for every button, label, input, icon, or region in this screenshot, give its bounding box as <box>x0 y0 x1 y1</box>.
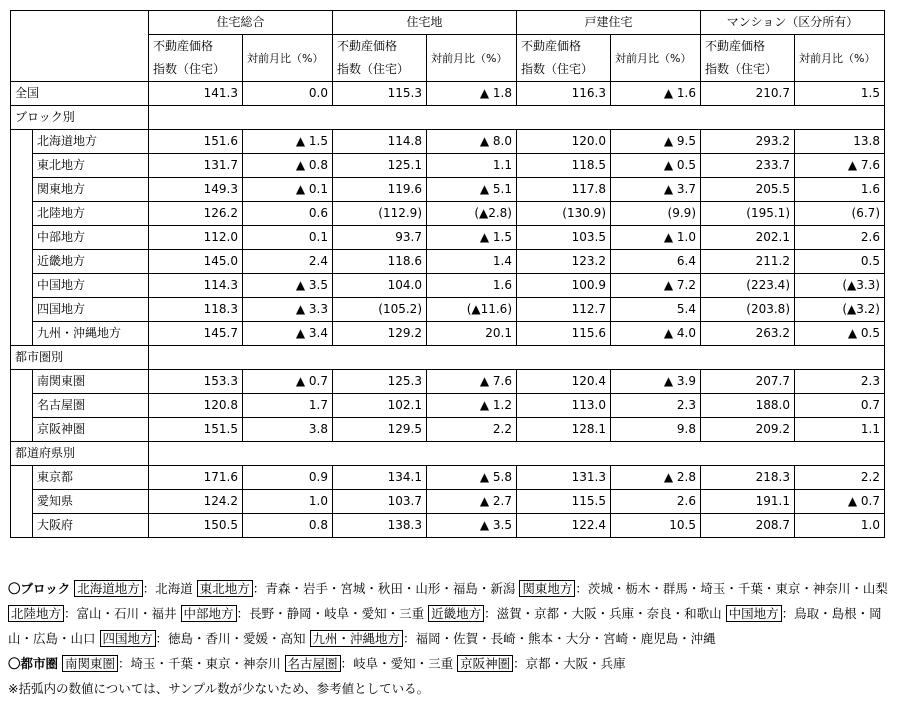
indent-cell <box>11 154 33 178</box>
value-cell: ▲ 0.1 <box>243 178 333 202</box>
section-header-row <box>11 346 885 370</box>
value-cell: 2.6 <box>795 226 885 250</box>
region-box: 東北地方 <box>197 580 253 597</box>
row-label: 南関東圏 <box>33 370 149 394</box>
value-cell: 122.4 <box>517 514 611 538</box>
header-corner <box>11 11 149 82</box>
table-body <box>11 82 885 538</box>
value-cell: 93.7 <box>333 226 427 250</box>
col-change-header: 対前月比（%） <box>427 35 517 82</box>
value-cell: 116.3 <box>517 82 611 106</box>
value-cell: ▲ 0.7 <box>243 370 333 394</box>
indent-cell <box>11 178 33 202</box>
notes-section <box>8 576 892 701</box>
value-cell: 102.1 <box>333 394 427 418</box>
national-row <box>11 82 885 106</box>
section-header-row <box>11 106 885 130</box>
row-label: 名古屋圏 <box>33 394 149 418</box>
value-cell: 123.2 <box>517 250 611 274</box>
region-members: 茨城・栃木・群馬・埼玉・千葉・東京・神奈川・山梨 <box>587 581 888 596</box>
value-cell: 263.2 <box>701 322 795 346</box>
table-row <box>11 178 885 202</box>
value-cell: 129.5 <box>333 418 427 442</box>
value-cell: ▲ 3.5 <box>427 514 517 538</box>
indent-cell <box>11 418 33 442</box>
region-members: 滋賀・京都・大阪・兵庫・奈良・和歌山 <box>496 606 722 621</box>
group-condominium: マンション（区分所有） <box>701 11 885 35</box>
value-cell: ▲ 3.4 <box>243 322 333 346</box>
value-cell: 9.8 <box>611 418 701 442</box>
indent-cell <box>11 202 33 226</box>
table-row <box>11 490 885 514</box>
value-cell: 0.5 <box>795 250 885 274</box>
value-cell: 120.8 <box>149 394 243 418</box>
col-change-header: 対前月比（%） <box>243 35 333 82</box>
value-cell: 117.8 <box>517 178 611 202</box>
row-label: 東京都 <box>33 466 149 490</box>
region-box: 九州・沖縄地方 <box>310 630 404 647</box>
value-cell: 114.8 <box>333 130 427 154</box>
value-cell: 5.4 <box>611 298 701 322</box>
value-cell: 151.6 <box>149 130 243 154</box>
value-cell: ▲ 3.5 <box>243 274 333 298</box>
table-row <box>11 274 885 298</box>
notes-block-line-1: 〇ブロック 北海道地方 ：北海道 東北地方 ：青森・岩手・宮城・秋田・山形・福島・新潟 関東地方 ：茨城・栃木・群馬・埼玉・千葉・東京・神奈川・山梨 北陸地方 ：富山・石川・福井 中部地方 ：長野・静岡・岐阜・愛知・三重 近畿地方 ：滋賀・京都・大阪・兵庫・奈良・和歌山 中国地方 ：鳥取・島根・岡山・広島・山口 四国地方 ：徳島・香川・愛媛・高知 九州・沖縄地方 ：福岡・佐賀・長崎・熊本・大分・宮崎・鹿児島・沖縄 <box>8 581 888 646</box>
col-change-header: 対前月比（%） <box>795 35 885 82</box>
value-cell: ▲ 3.7 <box>611 178 701 202</box>
value-cell: 0.6 <box>243 202 333 226</box>
value-cell: 191.1 <box>701 490 795 514</box>
region-members: 福岡・佐賀・長崎・熊本・大分・宮崎・鹿児島・沖縄 <box>415 631 716 646</box>
value-cell: ▲ 2.8 <box>611 466 701 490</box>
value-cell: 1.0 <box>795 514 885 538</box>
row-label: 愛知県 <box>33 490 149 514</box>
indent-cell <box>11 130 33 154</box>
table-row <box>11 130 885 154</box>
value-cell: 118.5 <box>517 154 611 178</box>
value-cell: 293.2 <box>701 130 795 154</box>
value-cell: 145.0 <box>149 250 243 274</box>
indent-cell <box>11 274 33 298</box>
metro-box: 南関東圏 <box>62 655 118 672</box>
indent-cell <box>11 298 33 322</box>
section-title: ブロック別 <box>11 106 149 130</box>
value-cell: ▲ 5.8 <box>427 466 517 490</box>
table-row <box>11 250 885 274</box>
value-cell: ▲ 1.8 <box>427 82 517 106</box>
group-residential-land: 住宅地 <box>333 11 517 35</box>
value-cell: 118.6 <box>333 250 427 274</box>
value-cell: (112.9) <box>333 202 427 226</box>
value-cell: 1.1 <box>795 418 885 442</box>
value-cell: 171.6 <box>149 466 243 490</box>
value-cell: 1.4 <box>427 250 517 274</box>
value-cell: 0.1 <box>243 226 333 250</box>
col-index-header: 不動産価格 指数（住宅） <box>333 35 427 82</box>
value-cell: (105.2) <box>333 298 427 322</box>
table-row <box>11 394 885 418</box>
region-members: 北海道 <box>155 581 193 596</box>
col-index-header: 不動産価格 指数（住宅） <box>701 35 795 82</box>
value-cell: 114.3 <box>149 274 243 298</box>
value-cell: ▲ 3.3 <box>243 298 333 322</box>
value-cell: 120.4 <box>517 370 611 394</box>
value-cell: ▲ 1.5 <box>243 130 333 154</box>
value-cell: 125.1 <box>333 154 427 178</box>
region-box: 四国地方 <box>100 630 156 647</box>
metro-box: 京阪神圏 <box>457 655 513 672</box>
table-row <box>11 154 885 178</box>
table-row <box>11 514 885 538</box>
row-label: 四国地方 <box>33 298 149 322</box>
table-row <box>11 322 885 346</box>
value-cell: 129.2 <box>333 322 427 346</box>
row-label: 北海道地方 <box>33 130 149 154</box>
table-row <box>11 466 885 490</box>
section-title: 都道府県別 <box>11 442 149 466</box>
row-label: 北陸地方 <box>33 202 149 226</box>
indent-cell <box>11 322 33 346</box>
region-members: 長野・静岡・岐阜・愛知・三重 <box>249 606 425 621</box>
header-group-row <box>11 11 885 35</box>
col-index-header: 不動産価格 指数（住宅） <box>517 35 611 82</box>
value-cell: 2.3 <box>611 394 701 418</box>
value-cell: 2.4 <box>243 250 333 274</box>
value-cell: 6.4 <box>611 250 701 274</box>
value-cell: 138.3 <box>333 514 427 538</box>
value-cell: 0.0 <box>243 82 333 106</box>
value-cell: 151.5 <box>149 418 243 442</box>
value-cell: 1.6 <box>795 178 885 202</box>
value-cell: ▲ 8.0 <box>427 130 517 154</box>
metro-marker: 〇都市圏 <box>8 656 59 671</box>
value-cell: ▲ 1.5 <box>427 226 517 250</box>
value-cell: 2.6 <box>611 490 701 514</box>
value-cell: 125.3 <box>333 370 427 394</box>
value-cell: 1.5 <box>795 82 885 106</box>
row-label: 中部地方 <box>33 226 149 250</box>
value-cell: 100.9 <box>517 274 611 298</box>
value-cell: 13.8 <box>795 130 885 154</box>
region-box: 中部地方 <box>181 605 237 622</box>
section-header-row <box>11 442 885 466</box>
footnote: ※括弧内の数値については、サンプル数が少ないため、参考値としている。 <box>8 681 430 696</box>
value-cell: (223.4) <box>701 274 795 298</box>
indent-cell <box>11 490 33 514</box>
value-cell: ▲ 7.6 <box>427 370 517 394</box>
value-cell: 1.6 <box>427 274 517 298</box>
indent-cell <box>11 250 33 274</box>
metro-members: 岐阜・愛知・三重 <box>353 656 454 671</box>
value-cell: 112.0 <box>149 226 243 250</box>
region-members: 富山・石川・福井 <box>76 606 177 621</box>
value-cell: 0.9 <box>243 466 333 490</box>
value-cell: 104.0 <box>333 274 427 298</box>
value-cell: 208.7 <box>701 514 795 538</box>
value-cell: 134.1 <box>333 466 427 490</box>
metro-members: 埼玉・千葉・東京・神奈川 <box>130 656 281 671</box>
indent-cell <box>11 370 33 394</box>
col-change-header: 対前月比（%） <box>611 35 701 82</box>
value-cell: ▲ 0.5 <box>795 322 885 346</box>
value-cell: 103.7 <box>333 490 427 514</box>
group-residential-total: 住宅総合 <box>149 11 333 35</box>
value-cell: ▲ 0.8 <box>243 154 333 178</box>
region-members: 鳥取・島根・岡山・広島・山口 <box>8 606 882 646</box>
value-cell: ▲ 1.2 <box>427 394 517 418</box>
row-label: 大阪府 <box>33 514 149 538</box>
value-cell: 124.2 <box>149 490 243 514</box>
section-fill <box>149 346 885 370</box>
row-label: 関東地方 <box>33 178 149 202</box>
value-cell: ▲ 3.9 <box>611 370 701 394</box>
value-cell: 205.5 <box>701 178 795 202</box>
value-cell: 103.5 <box>517 226 611 250</box>
value-cell: ▲ 5.1 <box>427 178 517 202</box>
table-row <box>11 298 885 322</box>
value-cell: 115.5 <box>517 490 611 514</box>
region-box: 関東地方 <box>519 580 575 597</box>
value-cell: ▲ 4.0 <box>611 322 701 346</box>
value-cell: (▲3.2) <box>795 298 885 322</box>
indent-cell <box>11 466 33 490</box>
value-cell: ▲ 1.6 <box>611 82 701 106</box>
notes-metro-line: 〇都市圏 南関東圏 ：埼玉・千葉・東京・神奈川 名古屋圏 ：岐阜・愛知・三重 京阪神圏 ：京都・大阪・兵庫 <box>8 656 626 671</box>
value-cell: 145.7 <box>149 322 243 346</box>
value-cell: 149.3 <box>149 178 243 202</box>
value-cell: (6.7) <box>795 202 885 226</box>
region-members: 青森・岩手・宮城・秋田・山形・福島・新潟 <box>265 581 516 596</box>
value-cell: (▲3.3) <box>795 274 885 298</box>
metro-members: 京都・大阪・兵庫 <box>525 656 626 671</box>
value-cell: 115.6 <box>517 322 611 346</box>
value-cell: ▲ 0.7 <box>795 490 885 514</box>
value-cell: (9.9) <box>611 202 701 226</box>
value-cell: ▲ 9.5 <box>611 130 701 154</box>
row-label: 近畿地方 <box>33 250 149 274</box>
value-cell: 3.8 <box>243 418 333 442</box>
indent-cell <box>11 226 33 250</box>
row-label: 九州・沖縄地方 <box>33 322 149 346</box>
block-marker: 〇ブロック <box>8 581 71 596</box>
value-cell: 131.7 <box>149 154 243 178</box>
value-cell: 128.1 <box>517 418 611 442</box>
value-cell: 0.8 <box>243 514 333 538</box>
value-cell: 131.3 <box>517 466 611 490</box>
section-fill <box>149 106 885 130</box>
value-cell: 118.3 <box>149 298 243 322</box>
value-cell: 218.3 <box>701 466 795 490</box>
row-label: 東北地方 <box>33 154 149 178</box>
value-cell: ▲ 1.0 <box>611 226 701 250</box>
value-cell: ▲ 7.2 <box>611 274 701 298</box>
price-index-table <box>10 10 885 538</box>
value-cell: 115.3 <box>333 82 427 106</box>
value-cell: ▲ 2.7 <box>427 490 517 514</box>
value-cell: 126.2 <box>149 202 243 226</box>
region-box: 北海道地方 <box>74 580 143 597</box>
value-cell: 202.1 <box>701 226 795 250</box>
value-cell: 0.7 <box>795 394 885 418</box>
value-cell: 119.6 <box>333 178 427 202</box>
row-label: 京阪神圏 <box>33 418 149 442</box>
value-cell: 233.7 <box>701 154 795 178</box>
value-cell: (▲2.8) <box>427 202 517 226</box>
value-cell: 2.2 <box>427 418 517 442</box>
table-row <box>11 226 885 250</box>
value-cell: 207.7 <box>701 370 795 394</box>
col-index-header: 不動産価格 指数（住宅） <box>149 35 243 82</box>
region-box: 近畿地方 <box>428 605 484 622</box>
metro-box: 名古屋圏 <box>285 655 341 672</box>
value-cell: 1.0 <box>243 490 333 514</box>
section-title: 都市圏別 <box>11 346 149 370</box>
indent-cell <box>11 514 33 538</box>
value-cell: 141.3 <box>149 82 243 106</box>
value-cell: 1.1 <box>427 154 517 178</box>
group-detached-house: 戸建住宅 <box>517 11 701 35</box>
value-cell: 188.0 <box>701 394 795 418</box>
value-cell: ▲ 0.5 <box>611 154 701 178</box>
value-cell: (130.9) <box>517 202 611 226</box>
value-cell: (195.1) <box>701 202 795 226</box>
value-cell: 150.5 <box>149 514 243 538</box>
table-row <box>11 202 885 226</box>
table-row <box>11 418 885 442</box>
value-cell: 209.2 <box>701 418 795 442</box>
indent-cell <box>11 394 33 418</box>
row-label: 全国 <box>11 82 149 106</box>
table-row <box>11 370 885 394</box>
value-cell: 2.2 <box>795 466 885 490</box>
region-members: 徳島・香川・愛媛・高知 <box>168 631 306 646</box>
row-label: 中国地方 <box>33 274 149 298</box>
value-cell: 1.7 <box>243 394 333 418</box>
region-box: 中国地方 <box>726 605 782 622</box>
value-cell: 120.0 <box>517 130 611 154</box>
value-cell: 2.3 <box>795 370 885 394</box>
value-cell: 10.5 <box>611 514 701 538</box>
value-cell: 20.1 <box>427 322 517 346</box>
section-fill <box>149 442 885 466</box>
value-cell: (▲11.6) <box>427 298 517 322</box>
value-cell: 112.7 <box>517 298 611 322</box>
value-cell: 153.3 <box>149 370 243 394</box>
region-box: 北陸地方 <box>8 605 64 622</box>
value-cell: 210.7 <box>701 82 795 106</box>
value-cell: 113.0 <box>517 394 611 418</box>
value-cell: 211.2 <box>701 250 795 274</box>
value-cell: (203.8) <box>701 298 795 322</box>
value-cell: ▲ 7.6 <box>795 154 885 178</box>
